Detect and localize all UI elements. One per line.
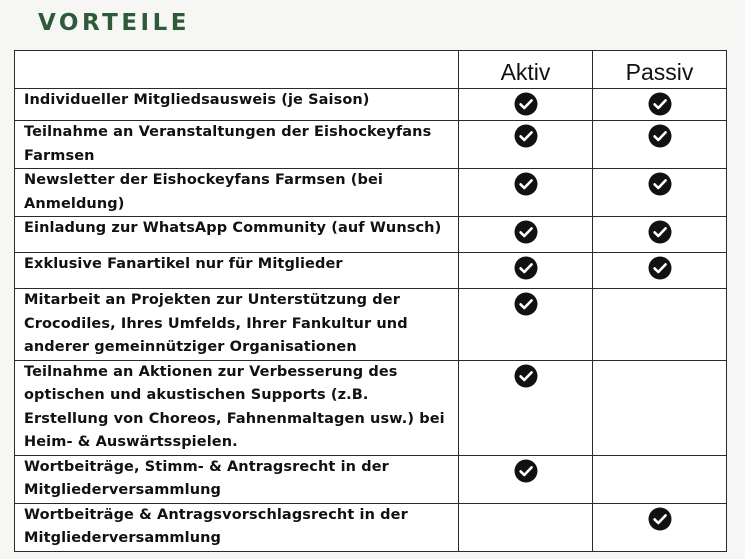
feature-label: Exklusive Fanartikel nur für Mitglieder <box>15 253 459 289</box>
feature-label: Teilnahme an Veranstaltungen der Eishockeyfans Farmsen <box>15 121 459 169</box>
table-row <box>15 503 727 551</box>
aktiv-cell <box>459 360 593 455</box>
table-row <box>15 121 727 169</box>
feature-label: Mitarbeit an Projekten zur Unterstützung der Crocodiles, Ihres Umfelds, Ihrer Fankultur und anderer gemeinnütziger Organisationen <box>15 289 459 361</box>
passiv-cell <box>593 503 727 551</box>
aktiv-cell <box>459 455 593 503</box>
passiv-cell <box>593 121 727 169</box>
header-aktiv: Aktiv <box>459 51 593 89</box>
table-row <box>15 455 727 503</box>
passiv-cell <box>593 169 727 217</box>
passiv-cell <box>593 455 727 503</box>
feature-label: Teilnahme an Aktionen zur Verbesserung des optischen und akustischen Supports (z.B. Erstellung von Choreos, Fahnenmaltagen usw.) bei Heim- & Auswärtsspielen. <box>15 360 459 455</box>
passiv-cell <box>593 217 727 253</box>
page-title: VORTEILE <box>38 10 190 36</box>
check-circle-icon <box>514 220 538 244</box>
check-circle-icon <box>648 256 672 280</box>
feature-label: Einladung zur WhatsApp Community (auf Wunsch) <box>15 217 459 253</box>
table-row <box>15 89 727 121</box>
aktiv-cell <box>459 169 593 217</box>
passiv-cell <box>593 289 727 361</box>
check-circle-icon <box>514 124 538 148</box>
aktiv-cell <box>459 217 593 253</box>
aktiv-cell <box>459 89 593 121</box>
table-header <box>15 51 727 89</box>
aktiv-cell <box>459 253 593 289</box>
benefits-table <box>14 50 727 552</box>
check-circle-icon <box>514 172 538 196</box>
aktiv-cell <box>459 289 593 361</box>
check-circle-icon <box>648 220 672 244</box>
check-circle-icon <box>514 92 538 116</box>
check-circle-icon <box>648 124 672 148</box>
aktiv-cell <box>459 121 593 169</box>
table-row <box>15 360 727 455</box>
table-row <box>15 169 727 217</box>
feature-label: Individueller Mitgliedsausweis (je Saison) <box>15 89 459 121</box>
table-body <box>15 89 727 552</box>
passiv-cell <box>593 89 727 121</box>
passiv-cell <box>593 253 727 289</box>
table-row <box>15 217 727 253</box>
feature-label: Wortbeiträge, Stimm- & Antragsrecht in der Mitgliederversammlung <box>15 455 459 503</box>
check-circle-icon <box>514 364 538 388</box>
feature-label: Newsletter der Eishockeyfans Farmsen (bei Anmeldung) <box>15 169 459 217</box>
passiv-cell <box>593 360 727 455</box>
check-circle-icon <box>514 292 538 316</box>
check-circle-icon <box>648 172 672 196</box>
table-row <box>15 289 727 361</box>
header-feature <box>15 51 459 89</box>
feature-label: Wortbeiträge & Antragsvorschlagsrecht in der Mitgliederversammlung <box>15 503 459 551</box>
check-circle-icon <box>648 92 672 116</box>
aktiv-cell <box>459 503 593 551</box>
check-circle-icon <box>648 507 672 531</box>
table-row <box>15 253 727 289</box>
header-row <box>15 51 727 89</box>
header-passiv: Passiv <box>593 51 727 89</box>
check-circle-icon <box>514 459 538 483</box>
check-circle-icon <box>514 256 538 280</box>
